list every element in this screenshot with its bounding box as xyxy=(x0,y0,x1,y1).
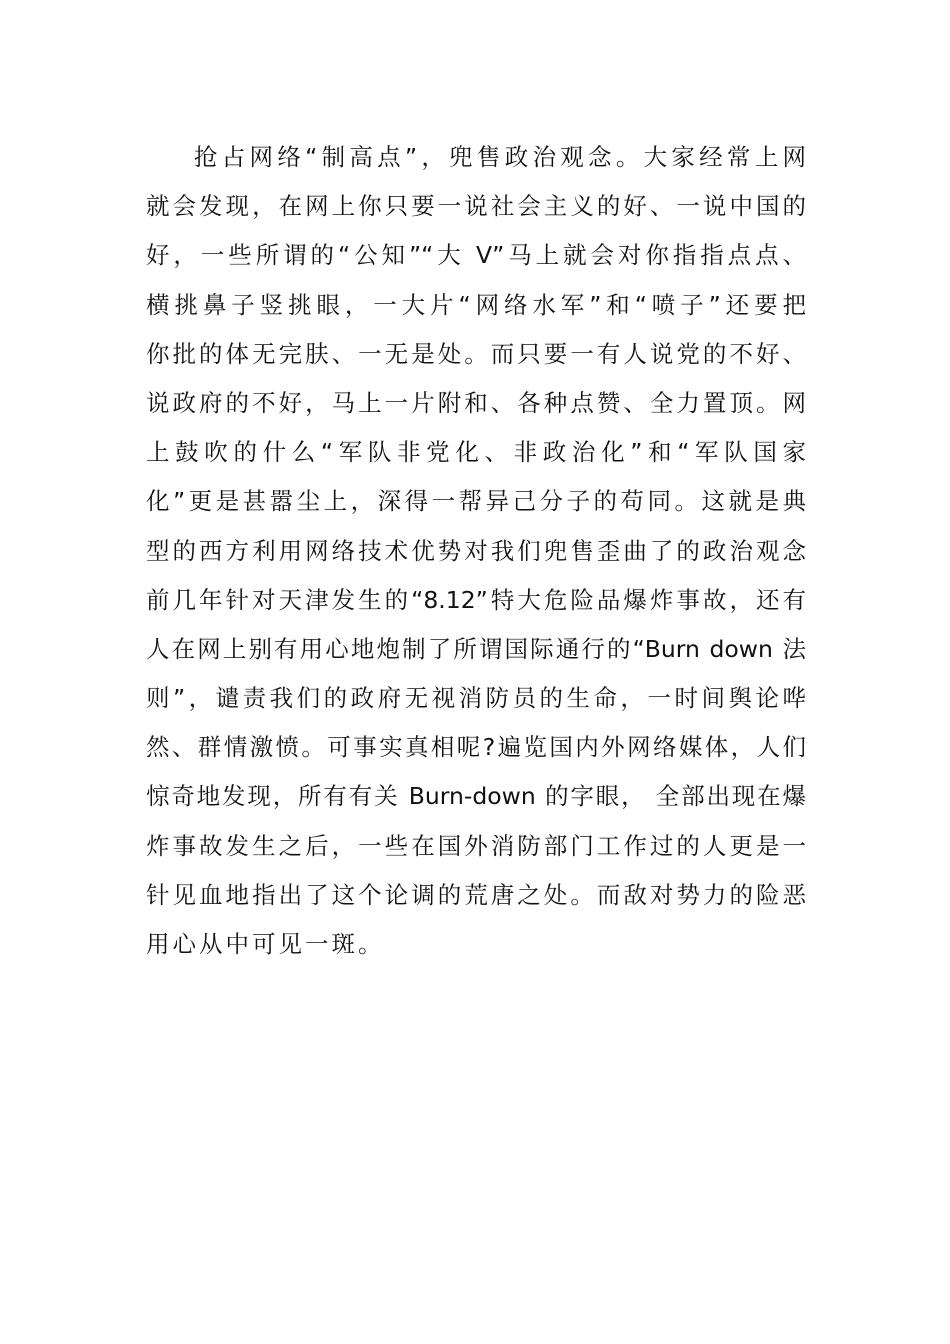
paragraph-line: 型的西方利用网络技术优势对我们兜售歪曲了的政治观念 xyxy=(146,536,806,565)
paragraph-line: 说政府的不好，马上一片附和、各种点赞、全力置顶。网 xyxy=(146,388,806,417)
paragraph-line: 化”更是甚嚣尘上，深得一帮异己分子的苟同。这就是典 xyxy=(146,487,806,516)
paragraph-line: 就会发现，在网上你只要一说社会主义的好、一说中国的 xyxy=(146,192,806,221)
paragraph-line: 惊奇地发现，所有有关 Burn-down 的字眼， 全部出现在爆 xyxy=(146,782,806,811)
paragraph-line: 前几年针对天津发生的“8.12”特大危险品爆炸事故，还有 xyxy=(146,585,806,614)
paragraph-line: 上鼓吹的什么“军队非党化、非政治化”和“军队国家 xyxy=(146,438,806,467)
paragraph-line: 抢占网络“制高点”，兜售政治观念。大家经常上网 xyxy=(194,143,806,171)
paragraph-line: 炸事故发生之后，一些在国外消防部门工作过的人更是一 xyxy=(146,831,806,860)
paragraph-line: 用心从中可见一斑。 xyxy=(146,930,385,958)
paragraph-line: 人在网上别有用心地炮制了所谓国际通行的“Burn down 法 xyxy=(146,634,806,663)
paragraph-line: 你批的体无完肤、一无是处。而只要一有人说党的不好、 xyxy=(146,339,806,368)
body-paragraph xyxy=(146,133,806,969)
paragraph-line: 好，一些所谓的“公知”“大 V”马上就会对你指指点点、 xyxy=(146,241,806,270)
paragraph-line: 针见血地指出了这个论调的荒唐之处。而敌对势力的险恶 xyxy=(146,880,806,909)
paragraph-line: 然、群情激愤。可事实真相呢?遍览国内外网络媒体，人们 xyxy=(146,733,806,762)
paragraph-line: 横挑鼻子竖挑眼，一大片“网络水军”和“喷子”还要把 xyxy=(146,290,806,319)
paragraph-line: 则”，谴责我们的政府无视消防员的生命，一时间舆论哗 xyxy=(146,684,806,713)
